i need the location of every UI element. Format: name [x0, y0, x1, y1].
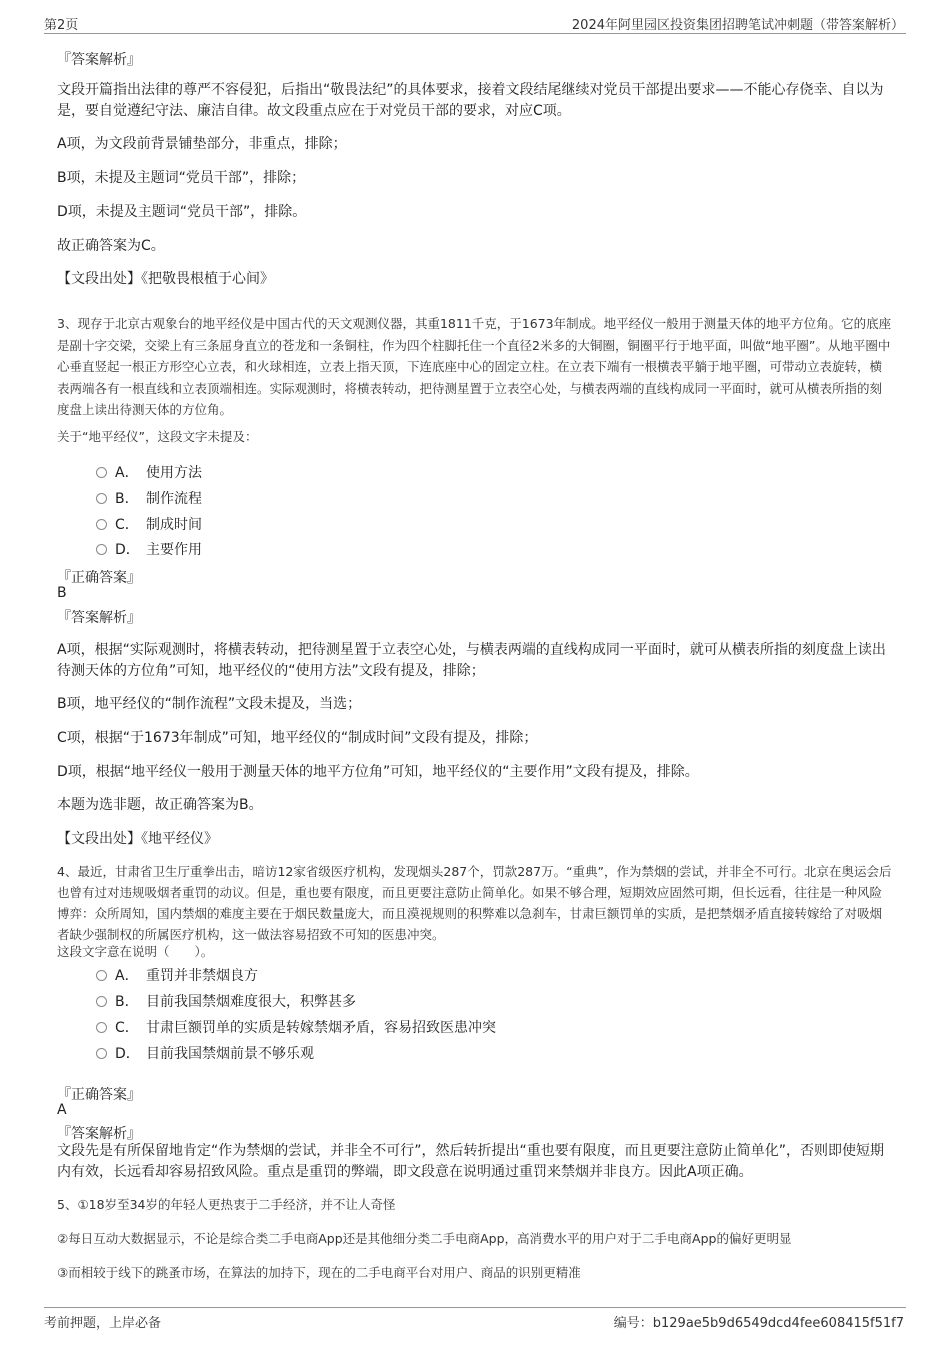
q5-sentence-2: ②每日互动大数据显示，不论是综合类二手电商App还是其他细分类二手电商App，高消费水平的用户对于二手电商App的偏好更明显	[57, 1231, 792, 1246]
q4-option-b[interactable]: B． 目前我国禁烟难度很大，积弊甚多	[96, 991, 356, 1011]
footer-slogan: 考前押题，上岸必备	[44, 1316, 162, 1331]
q4-option-a[interactable]: A． 重罚并非禁烟良方	[96, 965, 258, 985]
q4-answer-label: 『正确答案』	[57, 1087, 141, 1103]
header-divider	[44, 33, 906, 34]
q5-sentence-1: 5、①18岁至34岁的年轻人更热衷于二手经济，并不让人奇怪	[57, 1197, 396, 1212]
q4-option-c-text: 甘肃巨额罚单的实质是转嫁禁烟矛盾，容易招致医患冲突	[146, 1020, 496, 1036]
radio-icon[interactable]	[96, 970, 107, 981]
q4-question: 这段文字意在说明（ ）。	[57, 944, 214, 959]
q3-option-d-text: 主要作用	[146, 542, 202, 558]
q4-stem: 4、最近，甘肃省卫生厅重拳出击，暗访12家省级医疗机构，发现烟头287个，罚款287万。“重典”，作为禁烟的尝试，并非全不可行。北京在奥运会后也曾有过对违规吸烟者重罚的动议。但是，重也要有限度，而且更要注意防止简单化。如果不够合理，短期效应固然可期，但长远看，往往是一种风险博弈：众所周知，国内禁烟的难度主要在于烟民数量庞大，而且漠视规则的积弊难以急刹车，甘肃巨额罚单的实质，是把禁烟矛盾直接转嫁给了对吸烟者缺少强制权的所属医疗机构，这一做法容易招致不可知的医患冲突。	[57, 864, 892, 942]
q3-stem: 3、现存于北京古观象台的地平经仪是中国古代的天文观测仪器，其重1811千克，于1673年制成。地平经仪一般用于测量天体的地平方位角。它的底座是副十字交梁，交梁上有三条屈身直立的苍龙和一条铜柱，作为四个柱脚托住一个直径2米多的大铜圈，铜圈平行于地平面，叫做“地平圈”。从地平圈中心垂直竖起一根正方形空心立表，和火球相连，立表上指天顶，下连底座中心的固定立柱。在立表下端有一根横表平躺于地平圈，可带动立表旋转，横表两端各有一根直线和立表顶端相连。实际观测时，将横表转动，把待测星置于立表空心处，与横表两端的直线构成同一平面时，就可从横表所指的刻度盘上读出待测天体的方位角。	[57, 316, 892, 417]
q3-option-d[interactable]: D． 主要作用	[96, 539, 202, 559]
document-serial: 编号：b129ae5b9d6549dcd4fee608415f51f7	[613, 1316, 904, 1331]
q3-option-c-text: 制成时间	[146, 517, 202, 533]
q3-option-a-text: 使用方法	[146, 465, 202, 481]
q3-conclusion: 本题为选非题，故正确答案为B。	[57, 797, 263, 813]
document-title: 2024年阿里园区投资集团招聘笔试冲刺题（带答案解析）	[571, 18, 904, 33]
q4-option-b-text: 目前我国禁烟难度很大，积弊甚多	[146, 994, 356, 1010]
q2-analysis: 文段开篇指出法律的尊严不容侵犯，后指出“敬畏法纪”的具体要求，接着文段结尾继续对党员干部提出要求——不能心存侥幸、自以为是，要自觉遵纪守法、廉洁自律。故文段重点应在于对党员干部的要求，对应C项。	[57, 82, 884, 119]
q3-option-a-analysis: A项，根据“实际观测时，将横表转动，把待测星置于立表空心处，与横表两端的直线构成同一平面时，就可从横表所指的刻度盘上读出待测天体的方位角”可知，地平经仪的“使用方法”文段有提及，排除；	[57, 642, 886, 679]
q3-option-b-text: 制作流程	[146, 491, 202, 507]
q4-option-d-text: 目前我国禁烟前景不够乐观	[146, 1046, 314, 1062]
q3-question: 关于“地平经仪”，这段文字未提及：	[57, 429, 258, 444]
q4-analysis-label: 『答案解析』	[57, 1126, 141, 1142]
q5-sentence-3: ③而相较于线下的跳蚤市场，在算法的加持下，现在的二手电商平台对用户、商品的识别更精准	[57, 1265, 581, 1280]
q4-analysis: 文段先是有所保留地肯定“作为禁烟的尝试，并非全不可行”，然后转折提出“重也要有限度，而且更要注意防止简单化”，否则即使短期内有效，长远看却容易招致风险。重点是重罚的弊端，即文段意在说明通过重罚来禁烟并非良方。因此A项正确。	[57, 1143, 885, 1180]
q4-option-d[interactable]: D． 目前我国禁烟前景不够乐观	[96, 1043, 314, 1063]
radio-icon[interactable]	[96, 1048, 107, 1059]
q2-conclusion: 故正确答案为C。	[57, 238, 165, 254]
q3-option-b[interactable]: B． 制作流程	[96, 488, 202, 508]
q3-answer: B	[57, 585, 67, 601]
q2-analysis-label: 『答案解析』	[57, 52, 141, 68]
q3-option-b-analysis: B项，地平经仪的“制作流程”文段未提及，当选；	[57, 696, 362, 712]
q4-option-a-text: 重罚并非禁烟良方	[146, 968, 258, 984]
q3-option-c-analysis: C项，根据“于1673年制成”可知，地平经仪的“制成时间”文段有提及，排除；	[57, 730, 538, 746]
radio-icon[interactable]	[96, 493, 107, 504]
page-number: 第2页	[44, 18, 79, 33]
q2-option-d-analysis: D项，未提及主题词“党员干部”，排除。	[57, 204, 307, 220]
q3-analysis-label: 『答案解析』	[57, 610, 141, 626]
footer-divider	[44, 1307, 906, 1308]
radio-icon[interactable]	[96, 996, 107, 1007]
q4-option-c[interactable]: C． 甘肃巨额罚单的实质是转嫁禁烟矛盾，容易招致医患冲突	[96, 1017, 496, 1037]
q2-option-b-analysis: B项，未提及主题词“党员干部”，排除；	[57, 170, 306, 186]
radio-icon[interactable]	[96, 544, 107, 555]
q2-source: 【文段出处】《把敬畏根植于心间》	[57, 271, 274, 287]
radio-icon[interactable]	[96, 1022, 107, 1033]
q4-answer: A	[57, 1102, 67, 1118]
q3-option-a[interactable]: A． 使用方法	[96, 462, 202, 482]
q3-option-c[interactable]: C． 制成时间	[96, 514, 202, 534]
q2-option-a-analysis: A项，为文段前背景铺垫部分，非重点，排除；	[57, 136, 347, 152]
radio-icon[interactable]	[96, 467, 107, 478]
q3-answer-label: 『正确答案』	[57, 570, 141, 586]
radio-icon[interactable]	[96, 519, 107, 530]
q3-source: 【文段出处】《地平经仪》	[57, 831, 218, 847]
q3-option-d-analysis: D项，根据“地平经仪一般用于测量天体的地平方位角”可知，地平经仪的“主要作用”文段有提及，排除。	[57, 764, 699, 780]
